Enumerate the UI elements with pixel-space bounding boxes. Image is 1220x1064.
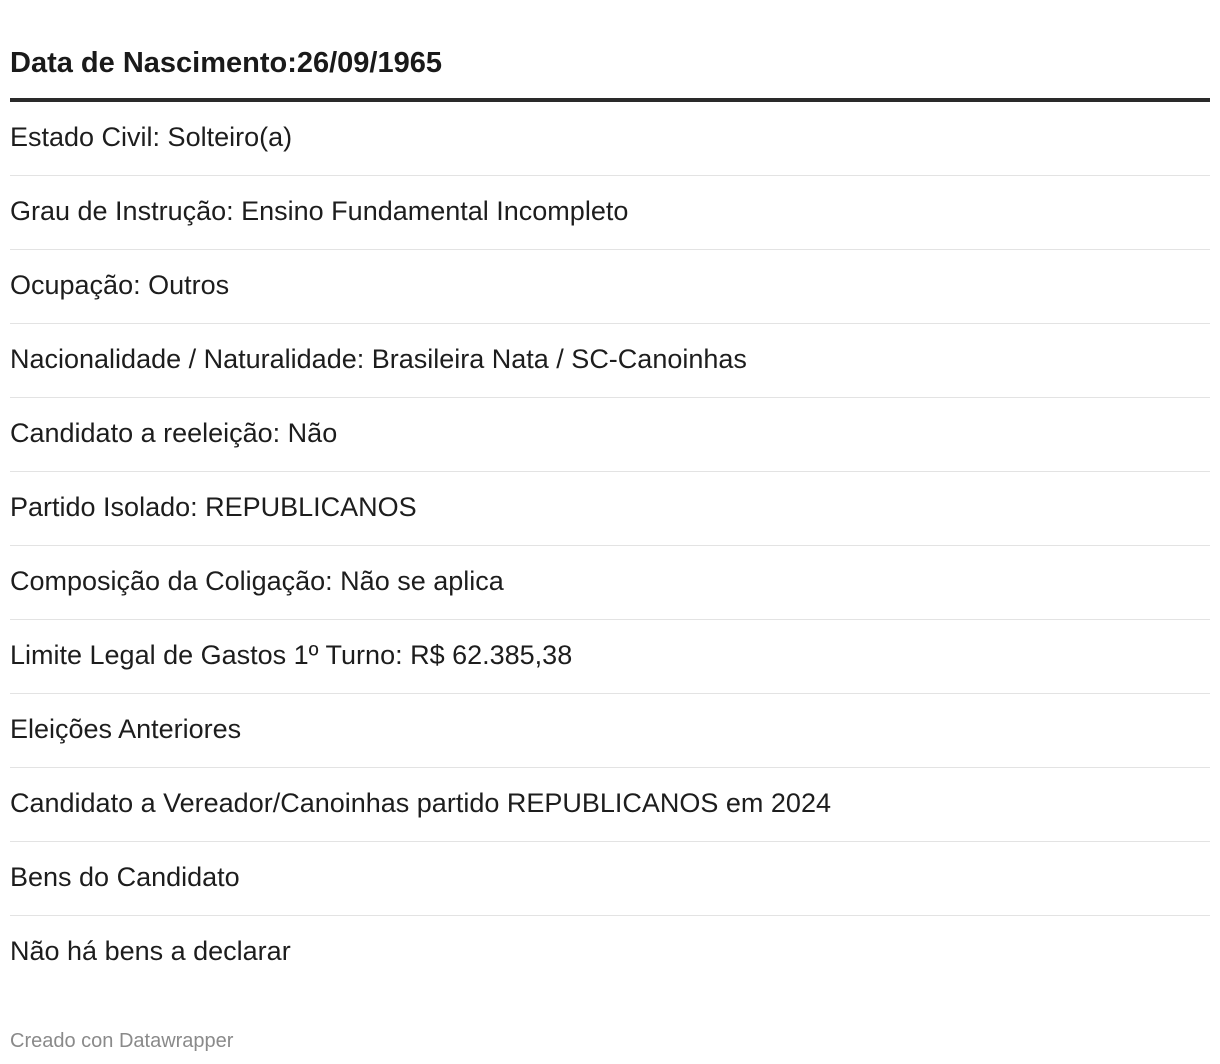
table-row [10, 842, 1210, 916]
candidate-info-table [10, 0, 1210, 989]
row-coligacao: Composição da Coligação: Não se aplica [10, 566, 504, 596]
table-row [10, 398, 1210, 472]
table-row [10, 176, 1210, 250]
datawrapper-credit-link[interactable]: Creado con Datawrapper [10, 1030, 234, 1052]
table-row [10, 546, 1210, 620]
table-row [10, 102, 1210, 176]
row-ocupacao: Ocupação: Outros [10, 270, 230, 300]
table-row [10, 768, 1210, 842]
row-reeleicao: Candidato a reeleição: Não [10, 418, 338, 448]
table-row [10, 620, 1210, 694]
row-bens-declarar: Não há bens a declarar [10, 936, 291, 966]
table-row [10, 324, 1210, 398]
row-bens-candidato: Bens do Candidato [10, 862, 240, 892]
table-row [10, 916, 1210, 989]
table-row [10, 694, 1210, 768]
row-eleicoes-anteriores: Eleições Anteriores [10, 714, 242, 744]
table-row [10, 472, 1210, 546]
row-estado-civil: Estado Civil: Solteiro(a) [10, 122, 293, 152]
row-limite-gastos: Limite Legal de Gastos 1º Turno: R$ 62.385,38 [10, 640, 573, 670]
table-header [10, 0, 1210, 102]
row-grau-instrucao: Grau de Instrução: Ensino Fundamental Incompleto [10, 196, 629, 226]
header-title: Data de Nascimento:26/09/1965 [10, 47, 442, 79]
table-row [10, 250, 1210, 324]
row-partido: Partido Isolado: REPUBLICANOS [10, 492, 417, 522]
row-nacionalidade: Nacionalidade / Naturalidade: Brasileira Nata / SC-Canoinhas [10, 344, 747, 374]
row-candidato-vereador: Candidato a Vereador/Canoinhas partido REPUBLICANOS em 2024 [10, 788, 831, 818]
